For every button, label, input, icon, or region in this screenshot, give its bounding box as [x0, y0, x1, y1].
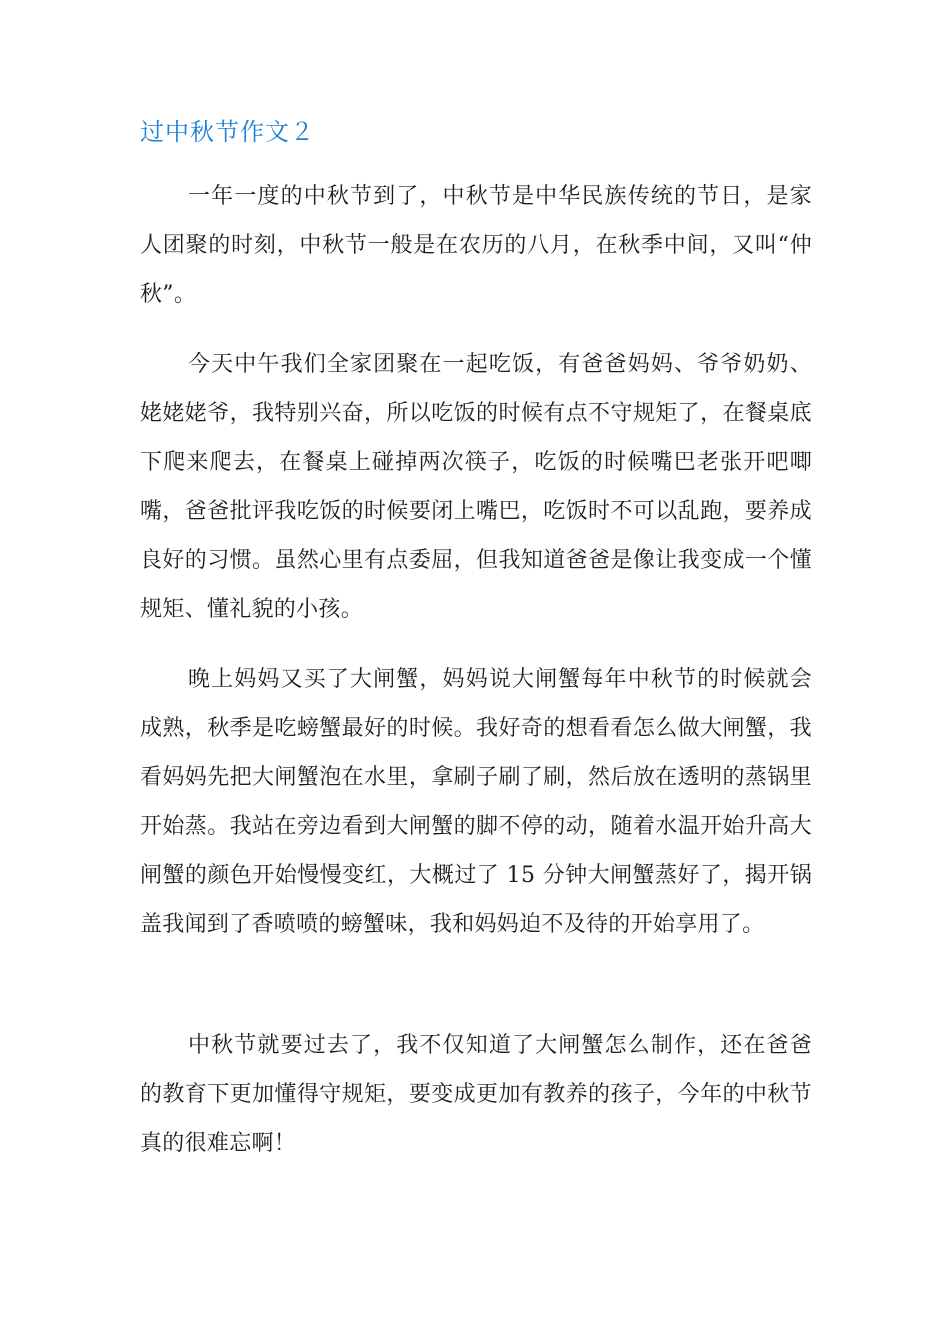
paragraph-2: 今天中午我们全家团聚在一起吃饭，有爸爸妈妈、爷爷奶奶、姥姥姥爷，我特别兴奋，所以吃饭的时候有点不守规矩了，在餐桌底下爬来爬去，在餐桌上碰掉两次筷子，吃饭的时候嘴巴老张开吧唧嘴，爸爸批评我吃饭的时候要闭上嘴巴，吃饭时不可以乱跑，要养成良好的习惯。虽然心里有点委屈，但我知道爸爸是像让我变成一个懂规矩、懂礼貌的小孩。	[140, 352, 812, 622]
paragraph-4: 中秋节就要过去了，我不仅知道了大闸蟹怎么制作，还在爸爸的教育下更加懂得守规矩，要变成更加有教养的孩子，今年的中秋节真的很难忘啊！	[140, 1033, 812, 1156]
paragraph-1: 一年一度的中秋节到了，中秋节是中华民族传统的节日，是家人团聚的时刻，中秋节一般是在农历的八月，在秋季中间，又叫“仲秋”。	[140, 184, 812, 307]
paragraph-3: 晚上妈妈又买了大闸蟹，妈妈说大闸蟹每年中秋节的时候就会成熟，秋季是吃螃蟹最好的时候。我好奇的想看看怎么做大闸蟹，我看妈妈先把大闸蟹泡在水里，拿刷子刷了刷，然后放在透明的蒸锅里开始蒸。我站在旁边看到大闸蟹的脚不停的动，随着水温开始升高大闸蟹的颜色开始慢慢变红，大概过了 15 分钟大闸蟹蒸好了，揭开锅盖我闻到了香喷喷的螃蟹味，我和妈妈迫不及待的开始享用了。	[140, 667, 812, 937]
document-title: 过中秋节作文２	[140, 118, 315, 146]
